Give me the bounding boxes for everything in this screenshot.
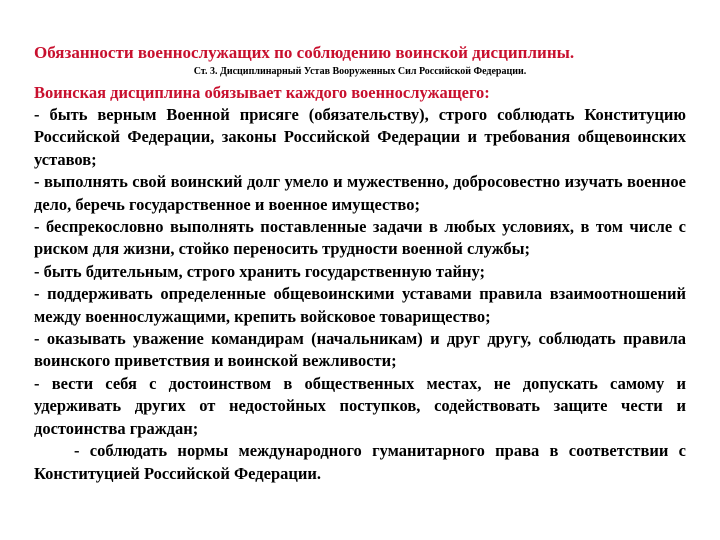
duty-item: - соблюдать нормы международного гуманитарного права в соответствии с Конституцией Российской Федерации. (34, 441, 686, 483)
duty-item: - выполнять свой воинский долг умело и мужественно, добросовестно изучать военное дело, беречь государственное и военное имущество; (34, 172, 686, 214)
duty-item: - быть верным Военной присяге (обязательству), строго соблюдать Конституцию Российской Федерации, законы Российской Федерации и требования общевоинских уставов; (34, 105, 686, 169)
duties-list (34, 104, 686, 485)
slide-title: Обязанности военнослужащих по соблюдению воинской дисциплины. (34, 43, 575, 62)
duty-item: - вести себя с достоинством в общественных местах, не допускать самому и удерживать других от недостойных поступков, содействовать защите чести и достоинства граждан; (34, 373, 686, 438)
source-reference: Ст. 3. Дисциплинарный Устав Вооруженных Сил Российской Федерации. (193, 66, 527, 77)
duty-item: - поддерживать определенные общевоинскими уставами правила взаимоотношений между военнослужащими, крепить войсковое товарищество; (34, 284, 686, 326)
slide-content (34, 42, 686, 485)
lead-statement: Воинская дисциплина обязывает каждого военнослужащего: (34, 83, 490, 102)
duty-item: - оказывать уважение командирам (начальникам) и друг другу, соблюдать правила воинского приветствия и воинской вежливости; (34, 329, 686, 371)
duty-item: - быть бдительным, строго хранить государственную тайну; (34, 261, 486, 281)
duty-item: - беспрекословно выполнять поставленные задачи в любых условиях, в том числе с риском для жизни, стойко переносить трудности военной службы; (34, 217, 686, 259)
